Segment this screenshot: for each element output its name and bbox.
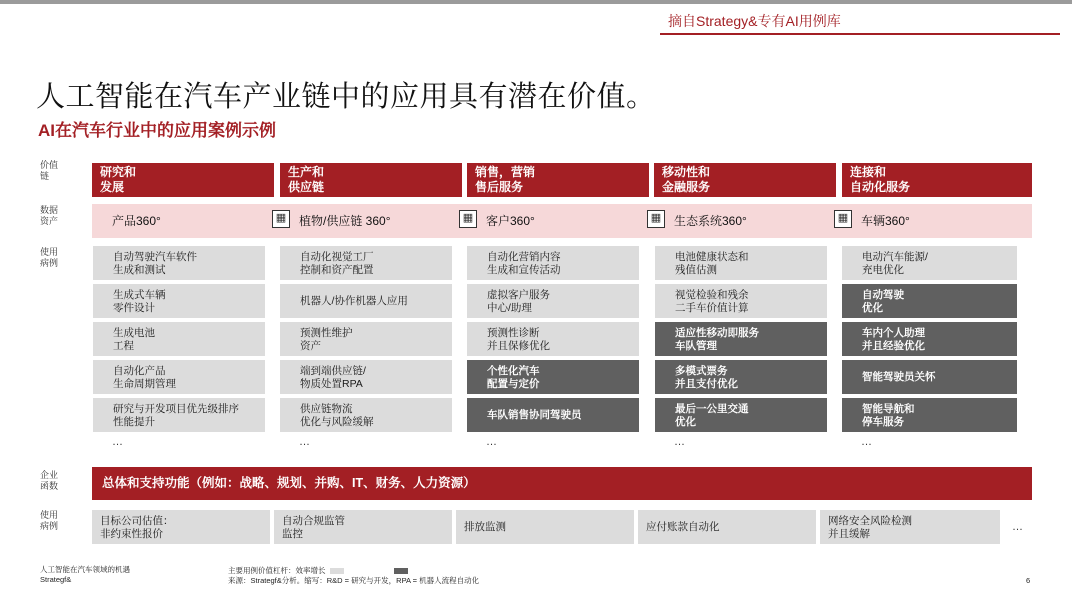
column-header-connected: 连接和 自动化服务 [842, 163, 1032, 197]
support-functions-band: 总体和支持功能（例如：战略、规划、并购、IT、财务、人力资源） [92, 467, 1032, 500]
column-header-rd: 研究和 发展 [92, 163, 274, 197]
database-icon: ▦ [459, 210, 477, 228]
row-label-value-chain: 价值 链 [40, 160, 59, 181]
use-case-card: 研究与开发项目优先级排序 性能提升 [93, 398, 265, 432]
support-use-case-card: 排放监测 [456, 510, 634, 544]
data-asset-plant: 植物/供应链 360° [299, 214, 391, 228]
use-case-card: 机器人/协作机器人应用 [280, 284, 452, 318]
more-indicator: … [112, 436, 123, 448]
use-case-card: 智能导航和 停车服务 [842, 398, 1017, 432]
use-case-card: 车队销售协同驾驶员 [467, 398, 639, 432]
top-divider [0, 0, 1072, 4]
data-asset-ecosystem: 生态系统360° [674, 214, 747, 228]
column-header-sales: 销售，营销 售后服务 [467, 163, 649, 197]
use-case-card: 自动驾驶 优化 [842, 284, 1017, 318]
use-case-card: 虚拟客户服务 中心/助理 [467, 284, 639, 318]
footer-legend: 主要用例价值杠杆：效率增长 [228, 566, 326, 575]
data-asset-product: 产品360° [112, 214, 161, 228]
footer-source: 来源：Strategf&分析。缩写：R&D = 研究与开发，RPA = 机器人流程自动化 [228, 576, 480, 585]
use-case-card: 智能驾驶员关怀 [842, 360, 1017, 394]
more-indicator: … [1012, 521, 1023, 533]
use-case-card: 车内个人助理 并且经验优化 [842, 322, 1017, 356]
support-use-case-card: 应付账款自动化 [638, 510, 816, 544]
use-case-card: 自动化产品 生命周期管理 [93, 360, 265, 394]
use-case-card: 自动化视觉工厂 控制和资产配置 [280, 246, 452, 280]
column-header-mobility: 移动性和 金融服务 [654, 163, 836, 197]
support-use-case-card: 网络安全风险检测 并且缓解 [820, 510, 1000, 544]
row-label-enterprise: 企业 函数 [40, 470, 59, 491]
use-case-card: 视觉检验和残余 二手车价值计算 [655, 284, 827, 318]
database-icon: ▦ [272, 210, 290, 228]
use-case-card: 端到端供应链/ 物质处置RPA [280, 360, 452, 394]
use-case-card: 预测性诊断 并且保修优化 [467, 322, 639, 356]
more-indicator: … [299, 436, 310, 448]
row-label-use-cases-2: 使用 病例 [40, 510, 59, 531]
tag-underline [660, 33, 1060, 35]
use-case-card: 适应性移动即服务 车队管理 [655, 322, 827, 356]
more-indicator: … [674, 436, 685, 448]
database-icon: ▦ [647, 210, 665, 228]
use-case-card: 多模式票务 并且支付优化 [655, 360, 827, 394]
use-case-card: 生成电池 工程 [93, 322, 265, 356]
use-case-card: 电动汽车能源/ 充电优化 [842, 246, 1017, 280]
database-icon: ▦ [834, 210, 852, 228]
data-asset-vehicle: 车辆360° [861, 214, 910, 228]
use-case-card: 最后一公里交通 优化 [655, 398, 827, 432]
more-indicator: … [861, 436, 872, 448]
row-label-data-assets: 数据 资产 [40, 205, 59, 226]
source-tag: 摘自Strategy&专有AI用例库 [668, 13, 841, 29]
use-case-card: 生成式车辆 零件设计 [93, 284, 265, 318]
data-asset-customer: 客户360° [486, 214, 535, 228]
use-case-card: 供应链物流 优化与风险缓解 [280, 398, 452, 432]
row-label-use-cases: 使用 病例 [40, 247, 59, 268]
use-case-card: 预测性维护 资产 [280, 322, 452, 356]
footer-left: 人工智能在汽车领域的机遇 Strategf& [40, 565, 130, 584]
use-case-card: 自动化营销内容 生成和宣传活动 [467, 246, 639, 280]
use-case-card: 自动驾驶汽车软件 生成和测试 [93, 246, 265, 280]
support-use-case-card: 自动合规监管 监控 [274, 510, 452, 544]
page-number: 6 [1026, 576, 1031, 585]
column-header-production: 生产和 供应链 [280, 163, 462, 197]
use-case-card: 电池健康状态和 残值估测 [655, 246, 827, 280]
support-use-case-card: 目标公司估值： 非约束性报价 [92, 510, 270, 544]
more-indicator: … [486, 436, 497, 448]
page-subtitle: AI在汽车行业中的应用案例示例 [38, 121, 276, 140]
legend-swatch-light [330, 568, 344, 574]
page-title: 人工智能在汽车产业链中的应用具有潜在价值。 [36, 81, 656, 113]
use-case-card: 个性化汽车 配置与定价 [467, 360, 639, 394]
legend-swatch-dark [394, 568, 408, 574]
